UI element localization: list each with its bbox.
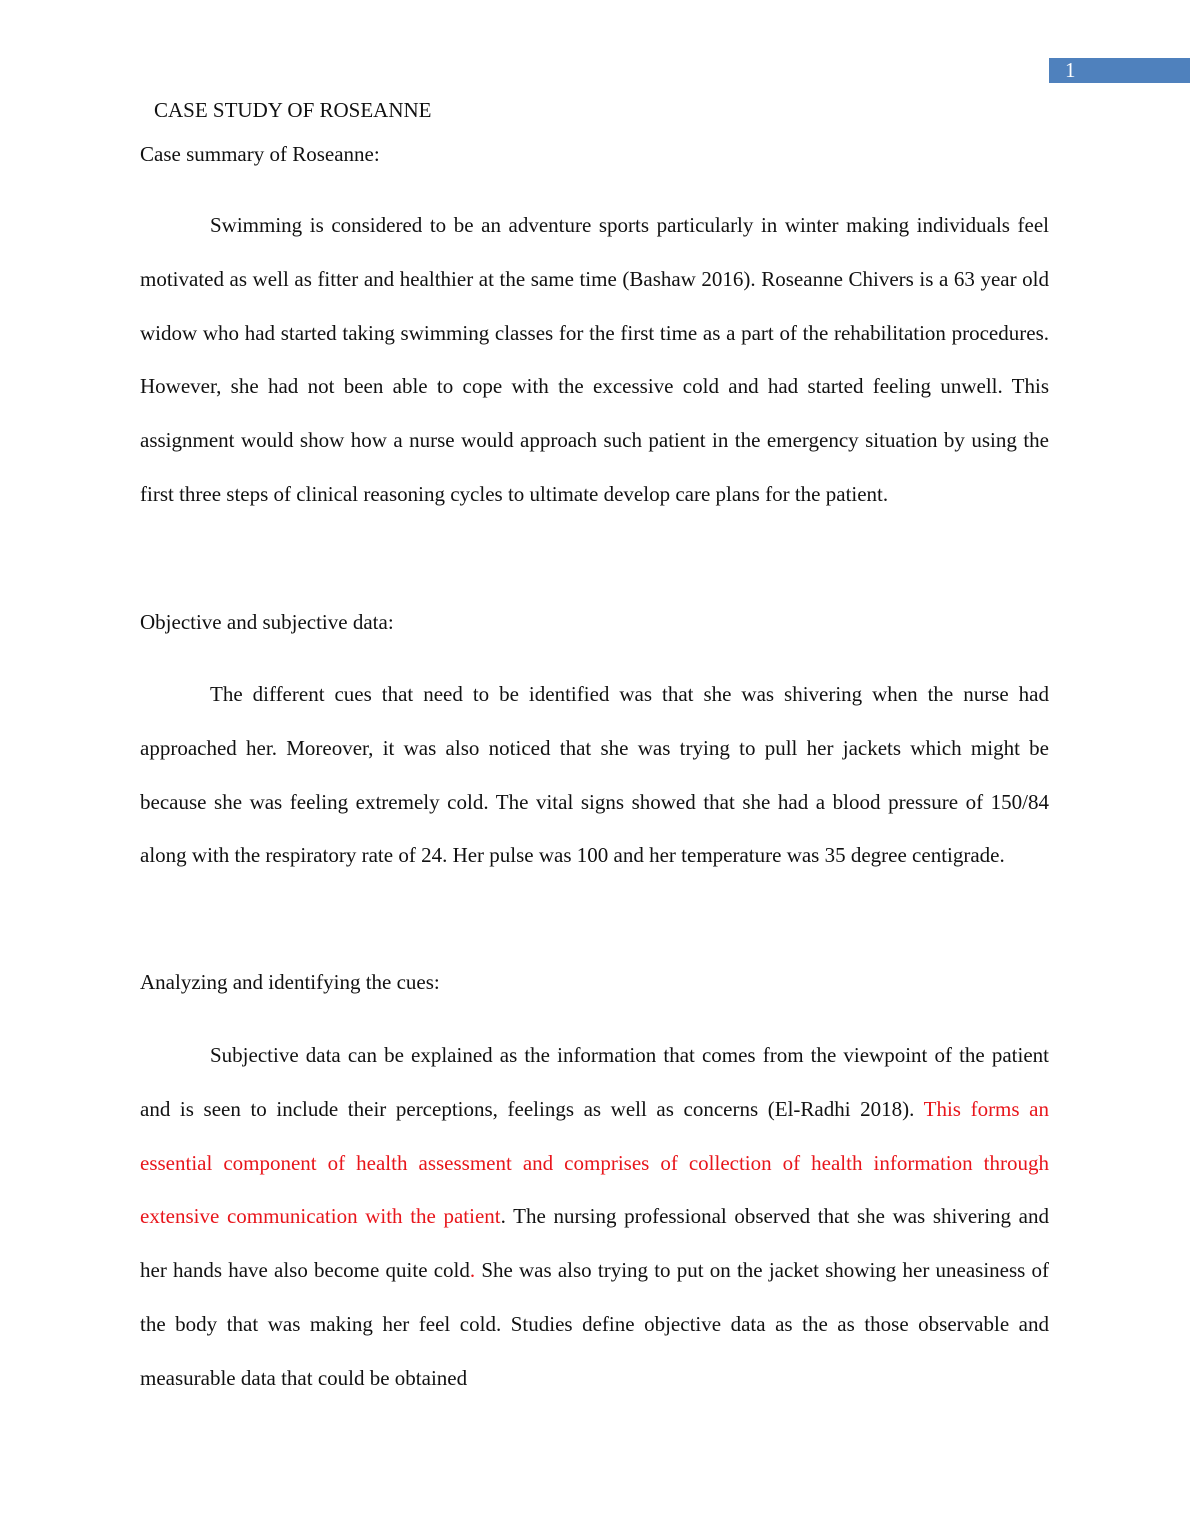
paragraph-case-summary: Swimming is considered to be an adventure sports particularly in winter making individuals feel motivated as well as fitter and healthier at the same time (Bashaw 2016). Roseanne Chivers is a 63 year old widow who had started taking swimming classes for the first time as a part of the rehabilitation procedures. However, she had not been able to cope with the excessive cold and had started feeling unwell. This assignment would show how a nurse would approach such patient in the emergency situation by using the first three steps of clinical reasoning cycles to ultimate develop care plans for the patient. [140,213,1049,506]
page-number-bar [1049,58,1190,83]
paragraph-analyzing-cues [140,1029,1049,1406]
highlighted-text: This forms an essential component of health assessment and comprises of collection of health information through extensive communication with the patient [140,1096,1049,1229]
paragraph-objective-subjective: The different cues that need to be identified was that she was shivering when the nurse had approached her. Moreover, it was also noticed that she was trying to pull her jackets which might be because she was feeling extremely cold. The vital signs showed that she had a blood pressure of 150/84 along with the respiratory rate of 24. Her pulse was 100 and her temperature was 35 degree centigrade. [140,682,1049,868]
paragraph-text: . The nursing professional observed that she was shivering and her hands have also become quite cold [140,1204,1049,1283]
highlighted-period: . [469,1258,476,1283]
page-number: 1 [1065,58,1076,82]
heading-analyzing-cues: Analyzing and identifying the cues: [140,970,440,994]
paragraph-text: She was also trying to put on the jacket showing her uneasiness of the body that was making her feel cold. Studies define objective data as the as those observable and measurable data that could be obtained [140,1258,1050,1390]
heading-objective-subjective: Objective and subjective data: [140,610,394,634]
heading-case-summary: Case summary of Roseanne: [140,142,380,166]
paragraph-text: Subjective data can be explained as the information that comes from the viewpoint of the patient and is seen to include their perceptions, feelings as well as concerns (El-Radhi 2018). [140,1043,1049,1121]
document-title: CASE STUDY OF ROSEANNE [154,98,432,122]
